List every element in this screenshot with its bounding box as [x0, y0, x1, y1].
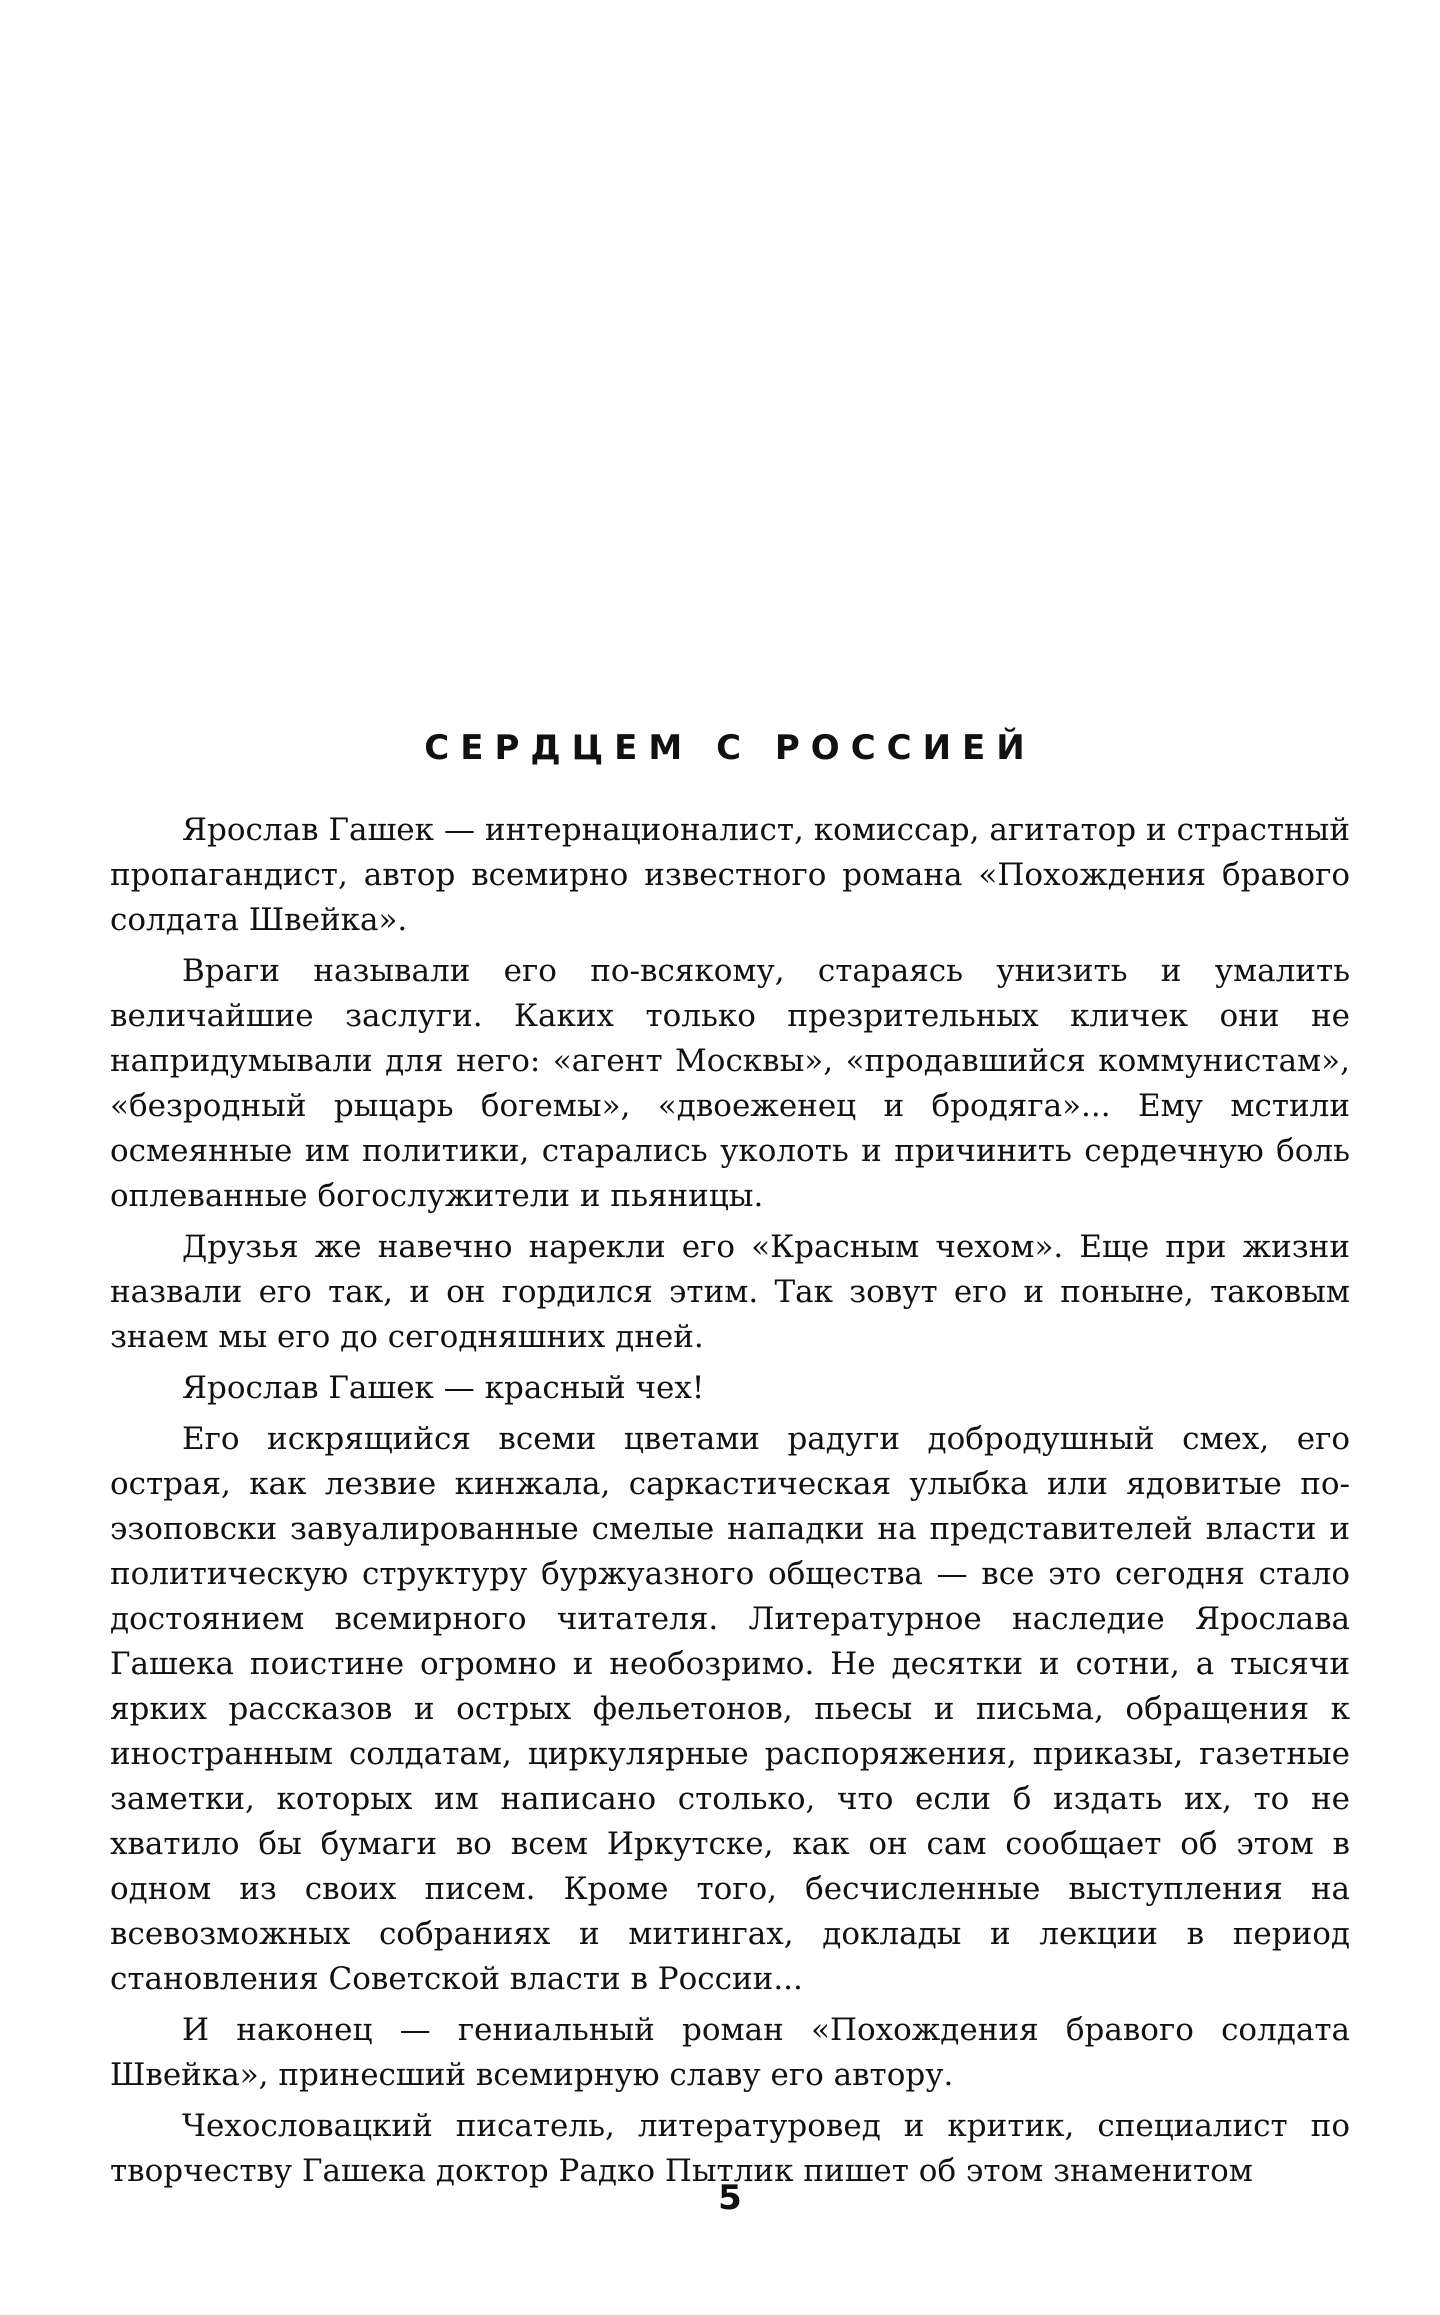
book-page	[110, 0, 1350, 2315]
body-text	[110, 808, 1350, 2200]
paragraph: Ярослав Гашек — красный чех!	[182, 1370, 705, 1406]
chapter-title: СЕРДЦЕМ С РОССИЕЙ	[424, 728, 1036, 768]
paragraph: Чехословацкий писатель, литературовед и критик, специалист по творчеству Гашека доктор Радко Пытлик пишет об этом знаменитом	[110, 2108, 1350, 2189]
page-number: 5	[718, 2178, 742, 2218]
paragraph: Ярослав Гашек — интернационалист, комиссар, агитатор и страстный пропагандист, автор всемирно известного романа «Похождения бравого солдата Швейка».	[110, 812, 1350, 938]
paragraph: Друзья же навечно нарекли его «Красным чехом». Еще при жизни назвали его так, и он гордился этим. Так зовут его и поныне, таковым знаем мы его до сегодняшних дней.	[110, 1229, 1350, 1355]
paragraph: И наконец — гениальный роман «Похождения бравого солдата Швейка», принесший всемирную славу его автору.	[110, 2012, 1350, 2093]
paragraph: Враги называли его по-всякому, стараясь унизить и умалить величайшие заслуги. Каких только презрительных кличек они не напридумывали для него: «агент Москвы», «продавшийся коммунистам», «безродный рыцарь богемы», «двоеженец и бродяга»... Ему мстили осмеянные им политики, старались уколоть и причинить сердечную боль оплеванные богослужители и пьяницы.	[110, 953, 1350, 1214]
paragraph: Его искрящийся всеми цветами радуги добродушный смех, его острая, как лезвие кинжала, саркастическая улыбка или ядовитые по-эзоповски завуалированные смелые нападки на представителей власти и политическую структуру буржуазного общества — все это сегодня стало достоянием всемирного читателя. Литературное наследие Ярослава Гашека поистине огромно и необозримо. Не десятки и сотни, а тысячи ярких рассказов и острых фельетонов, пьесы и письма, обращения к иностранным солдатам, циркулярные распоряжения, приказы, газетные заметки, которых им написано столько, что если б издать их, то не хватило бы бумаги во всем Иркутске, как он сам сообщает об этом в одном из своих писем. Кроме того, бесчисленные выступления на всевозможных собраниях и митингах, доклады и лекции в период становления Советской власти в России...	[110, 1421, 1350, 1997]
